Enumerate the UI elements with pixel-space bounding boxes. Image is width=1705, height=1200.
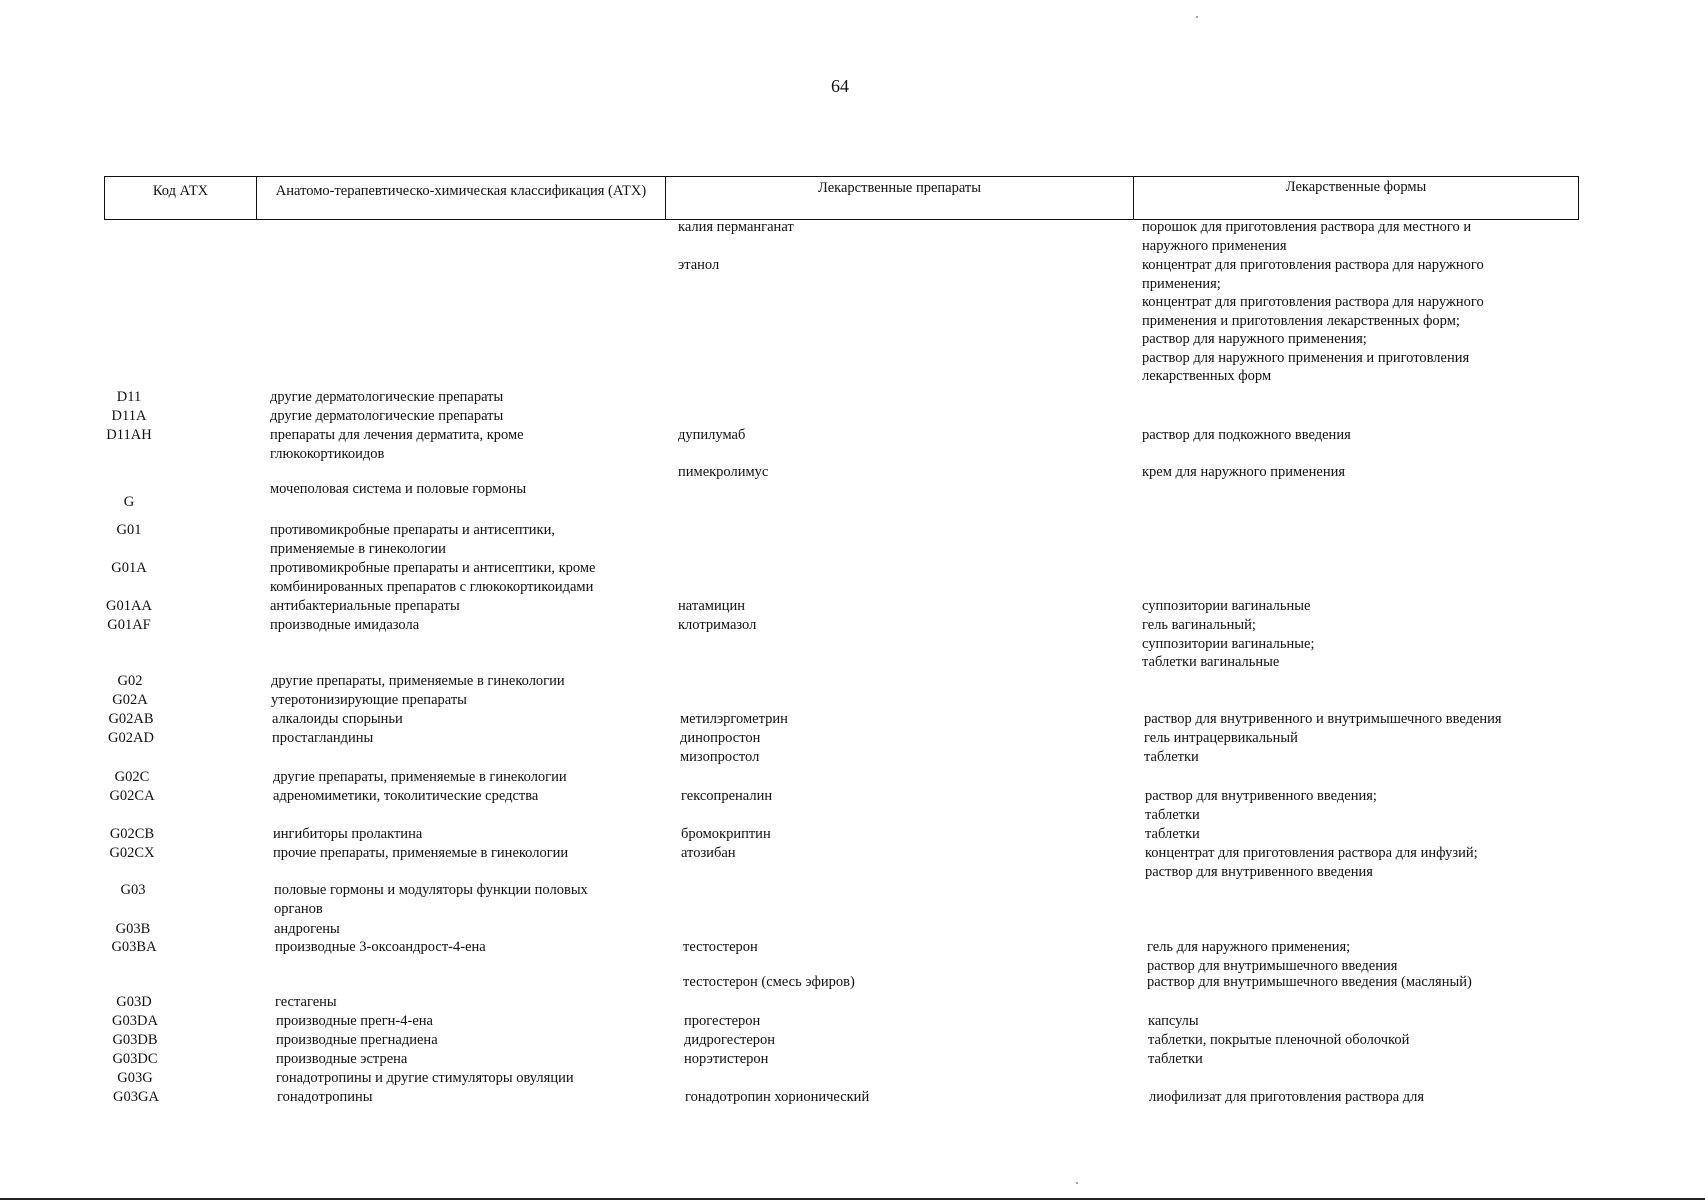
atc-classification: производные 3-оксоандрост-4-ена [275,939,486,955]
dosage-form: таблетки, покрытые пленочной оболочкой [1148,1032,1410,1048]
atc-code: G03DA [112,1013,158,1029]
atc-code: D11A [111,408,147,424]
drug-name: прогестерон [684,1013,761,1029]
atc-code: G02CB [109,826,155,842]
header-forms: Лекарственные формы [1285,179,1427,195]
dosage-form: таблетки [1145,826,1200,842]
atc-classification: производные эстрена [276,1051,408,1067]
atc-classification: препараты для лечения дерматита, кроме [270,427,524,443]
dosage-form: лиофилизат для приготовления раствора для [1149,1089,1425,1105]
drug-name: натамицин [678,598,745,614]
drug-name: норэтистерон [684,1051,769,1067]
drug-name: бромокриптин [681,826,771,842]
drug-name: дупилумаб [678,427,746,443]
atc-code: G03GA [113,1089,159,1105]
header-classification: Анатомо-терапевтическо-химическая классификация (АТХ) [257,177,666,219]
atc-code: G02CX [109,845,155,861]
atc-classification: гонадотропины [277,1089,373,1105]
atc-code: G02CA [109,788,155,804]
atc-classification: противомикробные препараты и антисептики, кроме [270,560,596,576]
drug-name: тестостерон (смесь эфиров) [683,974,855,990]
atc-classification: адреномиметики, токолитические средства [273,788,539,804]
dosage-form: раствор для внутривенного и внутримышечного введения [1144,711,1502,727]
dosage-form: раствор для подкожного введения [1142,427,1351,443]
dosage-form: наружного применения [1142,237,1287,254]
dosage-form: суппозитории вагинальные; [1142,635,1315,652]
drug-name: калия перманганат [678,219,794,235]
scan-speck [1196,16,1198,18]
dosage-form: раствор для внутримышечного введения (масляный) [1147,974,1472,990]
atc-code: G01AF [107,617,151,633]
atc-classification: утеротонизирующие препараты [271,692,467,708]
atc-code: G02C [114,769,150,785]
dosage-form: раствор для наружного применения; [1142,331,1367,347]
atc-code: G02AD [108,730,154,746]
dosage-form: концентрат для приготовления раствора для инфузий; [1145,845,1478,861]
atc-code: G02 [117,673,143,689]
atc-code: G03BA [111,939,157,955]
drug-name: этанол [678,257,720,273]
atc-classification: антибактериальные препараты [270,598,460,614]
atc-classification: другие дерматологические препараты [270,389,504,405]
page-number: 64 [831,76,849,96]
dosage-form: раствор для внутривенного введения [1145,863,1373,880]
dosage-form: капсулы [1148,1013,1199,1029]
atc-code: G02AB [108,711,154,727]
atc-classification: половые гормоны и модуляторы функции половых [274,882,588,898]
header-drugs: Лекарственные препараты [666,177,1134,219]
atc-classification: производные прегнадиена [276,1032,438,1048]
drug-name: метилэргометрин [680,711,788,727]
atc-code: D11 [116,389,142,405]
atc-code: G03DB [112,1032,158,1048]
dosage-form: таблетки [1144,749,1199,765]
atc-classification: алкалоиды спорыньи [272,711,403,727]
atc-classification: производные прегн-4-ена [276,1013,433,1029]
dosage-form: раствор для внутривенного введения; [1145,788,1377,804]
drug-name: пимекролимус [678,464,769,480]
atc-code: G02A [112,692,148,708]
atc-classification: гонадотропины и другие стимуляторы овуляции [276,1070,574,1086]
dosage-form: таблетки [1145,806,1200,823]
dosage-form: раствор для внутримышечного введения [1147,957,1398,974]
drug-name: гексопреналин [681,788,773,804]
drug-name: клотримазол [678,617,757,633]
scan-speck [1076,1182,1078,1184]
drug-name: атозибан [681,845,736,861]
atc-code: G01AA [106,598,152,614]
atc-classification: комбинированных препаратов с глюкокортикоидами [270,578,594,595]
atc-code: G03G [117,1070,153,1086]
atc-classification: ингибиторы пролактина [273,826,423,842]
dosage-form: гель интрацервикальный [1144,730,1298,746]
atc-classification: противомикробные препараты и антисептики, [270,522,555,538]
atc-code: G01A [111,560,147,576]
atc-code: G [123,494,135,510]
dosage-form: раствор для наружного применения и приготовления [1142,349,1470,366]
atc-classification: гестагены [275,994,337,1010]
dosage-form: порошок для приготовления раствора для местного и [1142,219,1472,235]
atc-classification: производные имидазола [270,617,420,633]
atc-classification: другие дерматологические препараты [270,408,504,424]
dosage-form: лекарственных форм [1142,368,1272,384]
atc-classification: андрогены [274,921,340,937]
atc-classification: глюкокортикоидов [270,445,385,462]
atc-classification: прочие препараты, применяемые в гинекологии [273,845,569,861]
dosage-form: применения; [1142,275,1221,292]
dosage-form: таблетки [1148,1051,1203,1067]
header-code: Код АТХ [105,177,257,219]
dosage-form: таблетки вагинальные [1142,654,1280,670]
atc-code: G03B [115,921,151,937]
dosage-form: крем для наружного применения [1142,464,1346,480]
drug-name: гонадотропин хорионический [685,1089,870,1105]
atc-classification: применяемые в гинекологии [270,540,446,557]
drug-name: тестостерон [683,939,758,955]
atc-classification: простагландины [272,730,374,746]
dosage-form: применения и приготовления лекарственных форм; [1142,312,1460,329]
atc-code: G03DC [112,1051,158,1067]
dosage-form: гель для наружного применения; [1147,939,1351,955]
drug-name: дидрогестерон [684,1032,776,1048]
dosage-form: гель вагинальный; [1142,617,1256,633]
atc-code: G03 [120,882,146,898]
atc-code: G03D [116,994,152,1010]
atc-classification: органов [274,900,323,917]
atc-code: D11AH [106,427,152,443]
dosage-form: концентрат для приготовления раствора для наружного [1142,257,1484,273]
drug-name: динопростон [680,730,761,746]
atc-code: G01 [116,522,142,538]
atc-classification: мочеполовая система и половые гормоны [270,481,527,497]
drug-name: мизопростол [680,749,760,765]
atc-classification: другие препараты, применяемые в гинекологии [273,769,567,785]
dosage-form: концентрат для приготовления раствора для наружного [1142,294,1484,310]
dosage-form: суппозитории вагинальные [1142,598,1311,614]
atc-classification: другие препараты, применяемые в гинекологии [271,673,565,689]
